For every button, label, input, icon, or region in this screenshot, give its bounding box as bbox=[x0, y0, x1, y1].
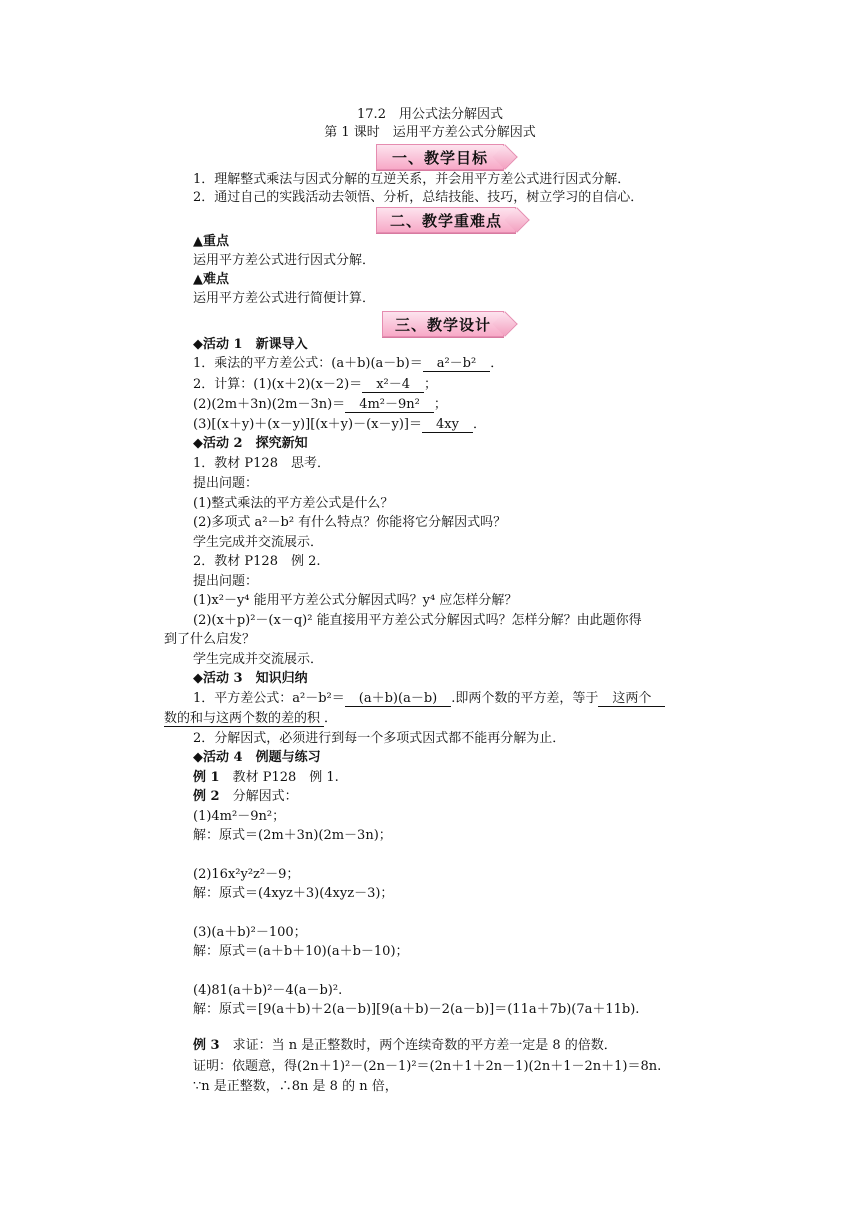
answer-blank: 4xy bbox=[422, 417, 473, 433]
solution-line: 解：原式＝(2m＋3n)(2m－3n)； bbox=[193, 828, 392, 843]
difficulty-text: 运用平方差公式进行简便计算． bbox=[193, 291, 376, 306]
answer-blank: x²－4 bbox=[362, 377, 424, 393]
activity2-line: (1)x²－y⁴ 能用平方差公式分解因式吗？y⁴ 应怎样分解？ bbox=[193, 593, 518, 608]
activity1-item3: (2)(2m＋3n)(2m－3n)＝ 4m²－9n² ； bbox=[193, 397, 447, 412]
answer-blank: 数的和与这两个数的差的积 bbox=[164, 711, 324, 727]
problem-line: (3)(a＋b)²－100； bbox=[193, 925, 307, 940]
activity2-line: 1．教材 P128 思考． bbox=[193, 456, 330, 471]
activity1-item1: 1．乘法的平方差公式：(a＋b)(a－b)＝ a²－b² ． bbox=[193, 356, 504, 371]
focus-text: 运用平方差公式进行因式分解． bbox=[193, 253, 376, 268]
example-1: 例 1 教材 P128 例 1. bbox=[193, 770, 339, 785]
activity3-formula-line: 1．平方差公式：a²－b²＝ (a＋b)(a－b) .即两个数的平方差，等于 这两个 bbox=[193, 690, 665, 708]
problem-line: (1)4m²－9n²； bbox=[193, 809, 286, 824]
banner-teaching-goals: 一、教学目标 bbox=[376, 144, 504, 170]
goal-2: 2．通过自己的实践活动去领悟、分析，总结技能、技巧，树立学习的自信心． bbox=[193, 190, 644, 205]
example-3: 例 3 求证：当 n 是正整数时，两个连续奇数的平方差一定是 8 的倍数． bbox=[193, 1038, 617, 1053]
activity3-formula-line-cont: 数的和与这两个数的差的积 ． bbox=[164, 711, 338, 726]
example-2: 例 2 分解因式： bbox=[193, 789, 298, 804]
proof-line: 证明：依题意，得(2n＋1)²－(2n－1)²＝(2n＋1＋2n－1)(2n＋1－2n＋1)＝8n. bbox=[193, 1059, 662, 1074]
activity2-heading: ◆活动 2 探究新知 bbox=[193, 436, 308, 451]
proof-line: ∵n 是正整数，∴8n 是 8 的 n 倍， bbox=[193, 1079, 398, 1094]
activity1-item2: 2．计算：(1)(x＋2)(x－2)＝ x²－4 ； bbox=[193, 377, 438, 392]
problem-line: (2)16x²y²z²－9； bbox=[193, 867, 300, 882]
section-title: 17.2 用公式法分解因式 bbox=[357, 107, 503, 122]
answer-blank: (a＋b)(a－b) bbox=[345, 691, 451, 707]
activity2-line: 学生完成并交流展示． bbox=[193, 535, 324, 550]
activity2-line: (2)(x＋p)²－(x－q)² 能直接用平方差公式分解因式吗？怎样分解？由此题你得 bbox=[193, 613, 642, 628]
activity2-line: (2)多项式 a²－b² 有什么特点？你能将它分解因式吗？ bbox=[193, 515, 507, 530]
activity2-line: 2．教材 P128 例 2. bbox=[193, 554, 321, 569]
activity4-heading: ◆活动 4 例题与练习 bbox=[193, 750, 321, 765]
activity2-line: 提出问题： bbox=[193, 476, 259, 491]
banner-teaching-design: 三、教学设计 bbox=[382, 311, 504, 337]
solution-line: 解：原式＝(a＋b＋10)(a＋b－10)； bbox=[193, 944, 409, 959]
focus-heading: ▲重点 bbox=[193, 234, 229, 249]
solution-line: 解：原式＝[9(a＋b)＋2(a－b)][9(a＋b)－2(a－b)]＝(11a＋7b)(7a＋11b). bbox=[193, 1002, 640, 1017]
goal-1: 1．理解整式乘法与因式分解的互逆关系，并会用平方差公式进行因式分解． bbox=[193, 172, 631, 187]
answer-blank: 这两个 bbox=[598, 691, 665, 707]
answer-blank: 4m²－9n² bbox=[345, 397, 434, 413]
activity1-item4: (3)[(x＋y)＋(x－y)][(x＋y)－(x－y)]＝ 4xy ． bbox=[193, 417, 486, 432]
activity1-heading: ◆活动 1 新课导入 bbox=[193, 337, 308, 352]
activity2-line: 到了什么启发？ bbox=[164, 632, 256, 647]
answer-blank: a²－b² bbox=[423, 356, 491, 372]
activity2-line: 提出问题： bbox=[193, 574, 259, 589]
problem-line: (4)81(a＋b)²－4(a－b)². bbox=[193, 983, 343, 998]
solution-line: 解：原式＝(4xyz＋3)(4xyz－3)； bbox=[193, 886, 394, 901]
difficulty-heading: ▲难点 bbox=[193, 272, 229, 287]
activity2-line: (1)整式乘法的平方差公式是什么？ bbox=[193, 496, 394, 511]
lesson-title: 第 1 课时 运用平方差公式分解因式 bbox=[324, 125, 536, 140]
banner-key-points: 二、教学重难点 bbox=[376, 207, 516, 233]
activity2-line: 学生完成并交流展示． bbox=[193, 652, 324, 667]
activity3-line: 2．分解因式，必须进行到每一个多项式因式都不能再分解为止． bbox=[193, 731, 566, 746]
activity3-heading: ◆活动 3 知识归纳 bbox=[193, 671, 308, 686]
